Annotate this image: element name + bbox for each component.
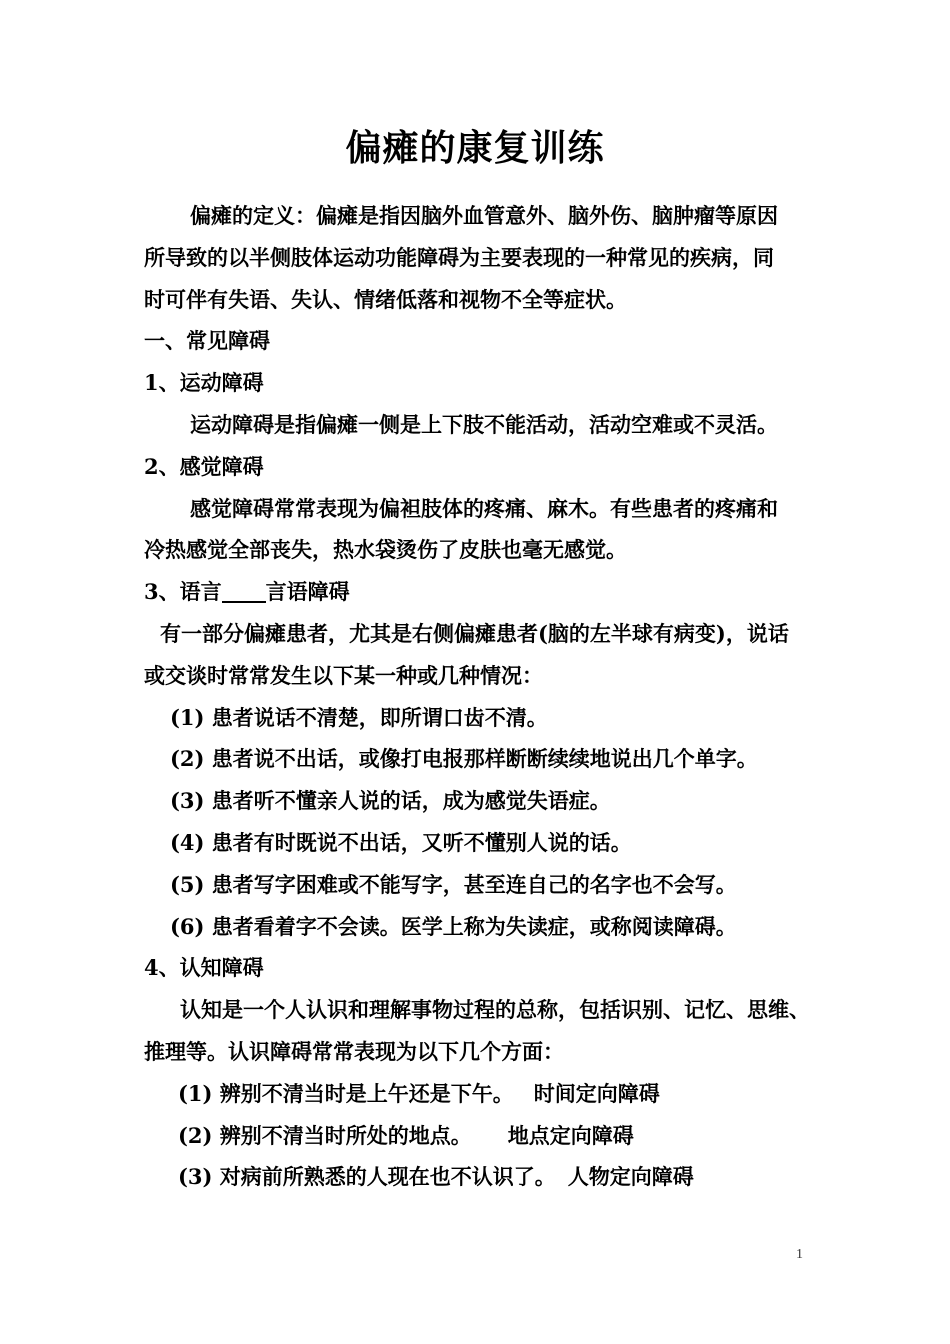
underline-blank [222,581,266,603]
language-item-6: (6) 患者看着字不会读。医学上称为失读症，或称阅读障碍。 [170,913,737,939]
section-heading-common-disorders: 一、常见障碍 [144,328,270,354]
cognitive-line-1: 认知是一个人认识和理解事物过程的总称，包括识别、记忆、思维、 [180,997,810,1023]
cognitive-item-1-label: 时间定向障碍 [533,1080,660,1106]
page-number: 1 [796,1247,803,1262]
cognitive-item-2: (2) 辨别不清当时所处的地点。 地点定向障碍 [178,1122,634,1148]
language-item-4: (4) 患者有时既说不出话，又听不懂别人说的话。 [170,829,632,855]
cognitive-item-2-label: 地点定向障碍 [507,1122,634,1148]
definition-line-1: 偏瘫的定义：偏瘫是指因脑外血管意外、脑外伤、脑肿瘤等原因 [190,203,778,228]
language-item-2: (2) 患者说不出话，或像打电报那样断断续续地说出几个单字。 [170,746,758,772]
motor-disorder-text: 运动障碍是指偏瘫一侧是上下肢不能活动，活动空难或不灵活。 [190,411,778,437]
cognitive-line-2: 推理等。认识障碍常常表现为以下几个方面： [144,1038,564,1064]
subheading-cognitive-disorder: 4、认知障碍 [144,955,264,981]
definition-line-2: 所导致的以半侧肢体运动功能障碍为主要表现的一种常见的疾病，同 [144,244,774,270]
language-item-1: (1) 患者说话不清楚，即所谓口齿不清。 [170,704,548,730]
subheading-motor-disorder: 1、运动障碍 [144,370,264,396]
subheading-sensory-disorder: 2、感觉障碍 [144,453,264,479]
language-item-3: (3) 患者听不懂亲人说的话，成为感觉失语症。 [170,788,611,814]
language-intro-line-2: 或交谈时常常发生以下某一种或几种情况： [144,662,543,688]
language-item-5: (5) 患者写字困难或不能写字，甚至连自己的名字也不会写。 [170,871,737,897]
sensory-disorder-line-2: 冷热感觉全部丧失，热水袋烫伤了皮肤也毫无感觉。 [144,537,627,563]
sensory-disorder-line-1: 感觉障碍常常表现为偏袒肢体的疼痛、麻木。有些患者的疼痛和 [190,495,778,521]
language-intro-line-1: 有一部分偏瘫患者，尤其是右侧偏瘫患者(脑的左半球有病变)，说话 [160,620,789,646]
definition-line-3: 时可伴有失语、失认、情绪低落和视物不全等症状。 [144,286,627,312]
subheading-language-disorder [144,571,824,613]
cognitive-item-3: (3) 对病前所熟悉的人现在也不认识了。 人物定向障碍 [178,1164,694,1190]
language-heading-part-1: 3、语言 [144,579,222,605]
document-body [144,195,824,1198]
cognitive-item-1: (1) 辨别不清当时是上午还是下午。 时间定向障碍 [178,1080,660,1106]
language-heading-part-2: 言语障碍 [265,579,350,605]
document-title: 偏瘫的康复训练 [345,128,605,169]
cognitive-item-3-label: 人物定向障碍 [567,1164,694,1190]
